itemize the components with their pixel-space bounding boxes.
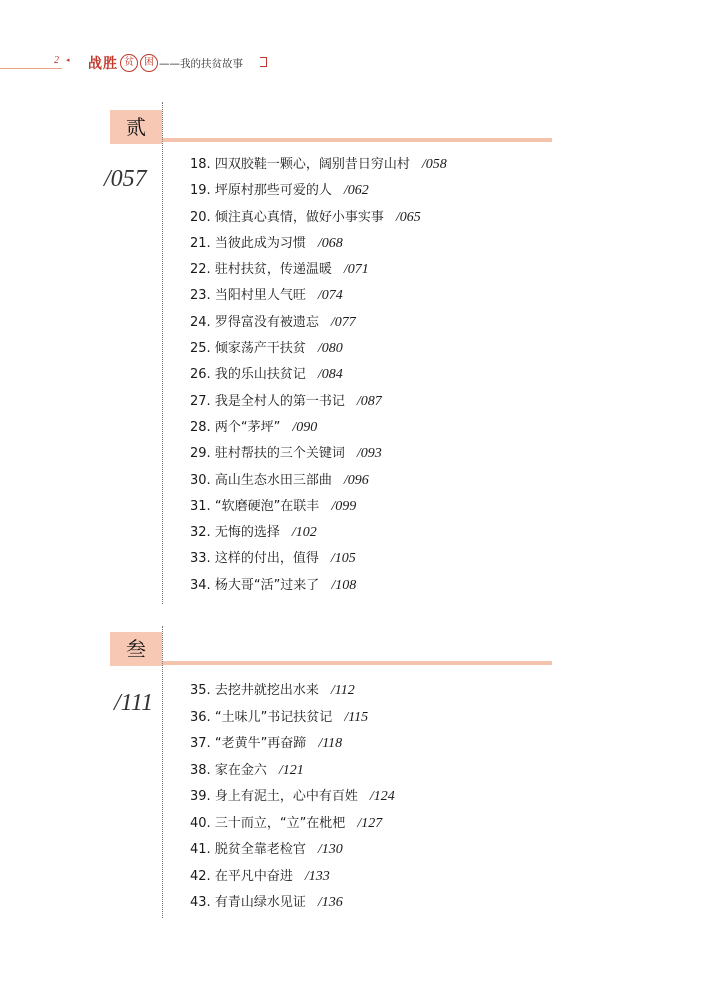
book-title-main: 战胜 xyxy=(88,56,118,72)
part-label-3: 叁 xyxy=(110,632,162,666)
book-title-circle-char-1: 贫 xyxy=(120,54,138,72)
part-label-2: 贰 xyxy=(110,110,162,144)
toc-entry[interactable]: 34. 杨大哥“活”过来了 /108 xyxy=(190,577,357,593)
page-marker-icon: ◂ xyxy=(66,56,70,64)
part-divider-2 xyxy=(162,102,163,604)
toc-entry[interactable]: 38. 家在金六 /121 xyxy=(190,762,304,778)
toc-entry[interactable]: 36. “土味儿”书记扶贫记 /115 xyxy=(190,709,369,725)
toc-entry[interactable]: 26. 我的乐山扶贫记 /084 xyxy=(190,367,343,383)
toc-entry[interactable]: 28. 两个“茅坪” /090 xyxy=(190,419,318,435)
toc-entry[interactable]: 32. 无悔的选择 /102 xyxy=(190,525,317,541)
part-start-page-2: /057 xyxy=(104,166,147,192)
running-header-title xyxy=(88,53,243,73)
toc-entry[interactable]: 20. 倾注真心真情，做好小事实事 /065 xyxy=(190,209,421,225)
page-number: 2 xyxy=(54,55,59,66)
toc-entry[interactable]: 39. 身上有泥土，心中有百姓 /124 xyxy=(190,789,395,804)
part-bar-3 xyxy=(162,661,552,665)
toc-entry[interactable]: 21. 当彼此成为习惯 /068 xyxy=(190,235,343,251)
toc-entry[interactable]: 41. 脱贫全靠老检官 /130 xyxy=(190,842,343,857)
toc-entry[interactable]: 31. “软磨硬泡”在联丰 /099 xyxy=(190,498,357,514)
book-title-circle-char-2: 困 xyxy=(140,54,158,72)
book-subtitle: ——我的扶贫故事 xyxy=(159,57,243,70)
toc-list-part-3 xyxy=(190,678,395,917)
toc-entry[interactable]: 24. 罗得富没有被遗忘 /077 xyxy=(190,314,356,330)
toc-entry[interactable]: 29. 驻村帮扶的三个关键词 /093 xyxy=(190,446,382,462)
toc-entry[interactable]: 33. 这样的付出，值得 /105 xyxy=(190,551,356,567)
toc-list-part-2 xyxy=(190,152,447,599)
toc-entry[interactable]: 23. 当阳村里人气旺 /074 xyxy=(190,288,343,304)
toc-entry[interactable]: 19. 坪原村那些可爱的人 /062 xyxy=(190,183,369,199)
toc-entry[interactable]: 27. 我是全村人的第一书记 /087 xyxy=(190,393,382,409)
toc-entry[interactable]: 40. 三十而立，“立”在枇杷 /127 xyxy=(190,815,383,831)
toc-entry[interactable]: 35. 去挖井就挖出水来 /112 xyxy=(190,683,355,698)
toc-entry[interactable]: 37. “老黄牛”再奋蹄 /118 xyxy=(190,736,343,751)
part-start-page-3: /111 xyxy=(114,690,154,716)
part-bar-2 xyxy=(162,138,552,142)
toc-entry[interactable]: 42. 在平凡中奋进 /133 xyxy=(190,868,330,884)
toc-entry[interactable]: 30. 高山生态水田三部曲 /096 xyxy=(190,472,369,488)
toc-entry[interactable]: 43. 有青山绿水见证 /136 xyxy=(190,895,343,910)
toc-entry[interactable]: 22. 驻村扶贫，传递温暖 /071 xyxy=(190,262,369,278)
toc-entry[interactable]: 18. 四双胶鞋一颗心，阔别昔日穷山村 /058 xyxy=(190,157,447,172)
toc-entry[interactable]: 25. 倾家荡产干扶贫 /080 xyxy=(190,341,343,357)
part-divider-3 xyxy=(162,626,163,918)
header-rule xyxy=(0,68,62,69)
header-bracket-icon xyxy=(260,57,267,67)
